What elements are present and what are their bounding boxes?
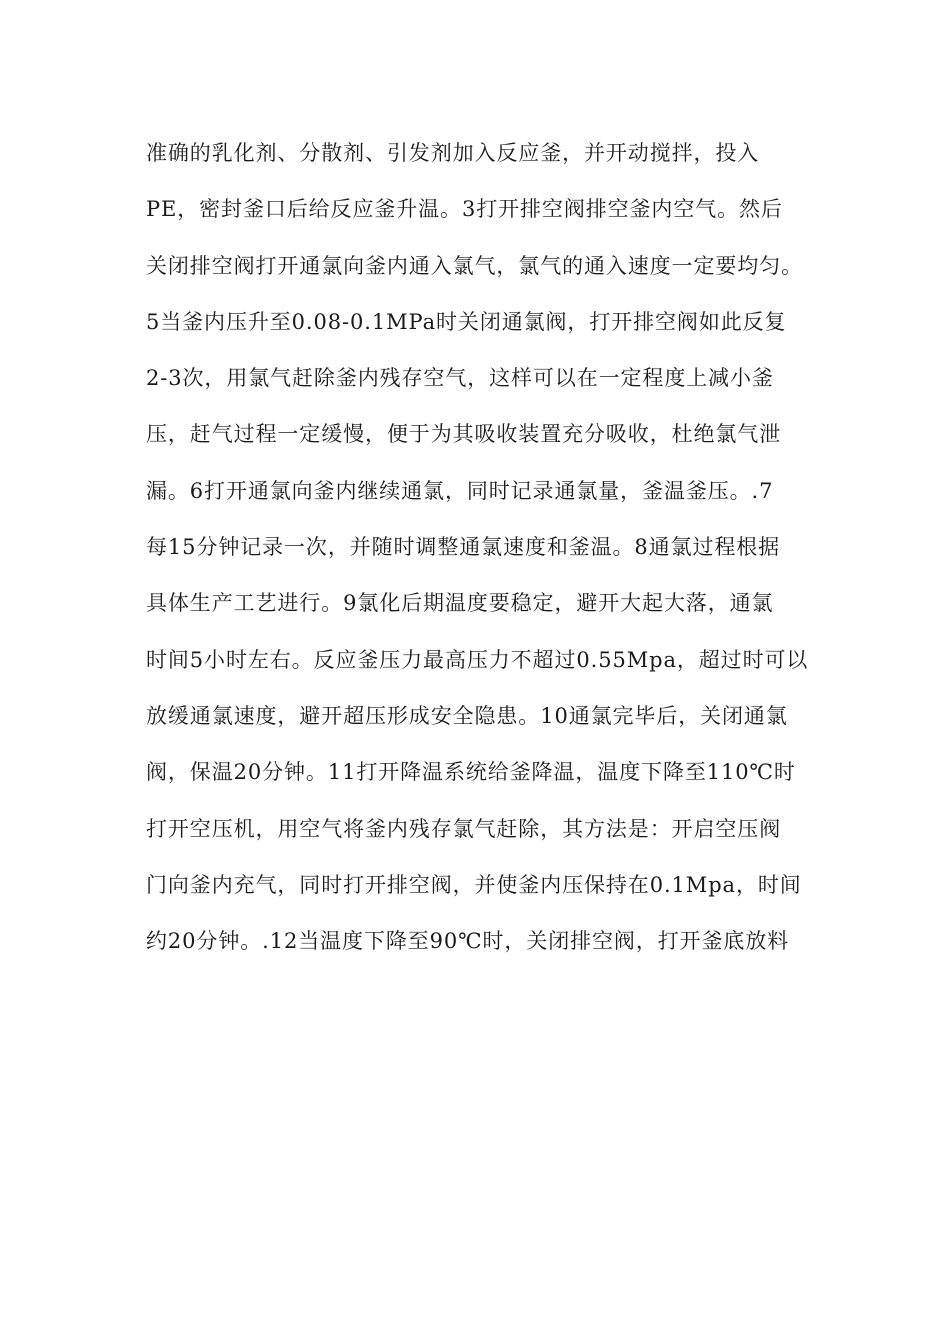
text-line: 每15分钟记录一次，并随时调整通氯速度和釜温。8通氯过程根据 <box>146 535 781 560</box>
text-line: 漏。6打开通氯向釜内继续通氯，同时记录通氯量，釜温釜压。.7 <box>146 478 774 503</box>
text-line: 5当釜内压升至0.08-0.1MPa时关闭通氯阀，打开排空阀如此反复 <box>146 309 787 334</box>
text-line: 关闭排空阀打开通氯向釜内通入氯气，氯气的通入速度一定要均匀。 <box>146 253 803 278</box>
text-line: 约20分钟。.12当温度下降至90℃时，关闭排空阀，打开釜底放料 <box>146 929 790 954</box>
text-line: 2-3次，用氯气赶除釜内残存空气，这样可以在一定程度上减小釜 <box>146 366 774 391</box>
text-line: 时间5小时左右。反应釜压力最高压力不超过0.55Mpa，超过时可以 <box>146 647 809 672</box>
text-line: 准确的乳化剂、分散剂、引发剂加入反应釜，并开动搅拌，投入 <box>146 141 760 165</box>
text-line: 阀，保温20分钟。11打开降温系统给釜降温，温度下降至110℃时 <box>146 760 796 785</box>
body-text <box>146 132 826 976</box>
text-line: 放缓通氯速度，避开超压形成安全隐患。10通氯完毕后，关闭通氯 <box>146 703 788 728</box>
text-line: 门向釜内充气，同时打开排空阀，并使釜内压保持在0.1Mpa，时间 <box>146 872 802 897</box>
text-line: 具体生产工艺进行。9氯化后期温度要稳定，避开大起大落，通氯 <box>146 591 774 616</box>
text-line: 压，赶气过程一定缓慢，便于为其吸收装置充分吸收，杜绝氯气泄 <box>146 422 782 447</box>
text-line: 打开空压机，用空气将釜内残存氯气赶除，其方法是：开启空压阀 <box>146 816 782 841</box>
text-line: PE，密封釜口后给反应釜升温。3打开排空阀排空釜内空气。然后 <box>146 197 783 222</box>
